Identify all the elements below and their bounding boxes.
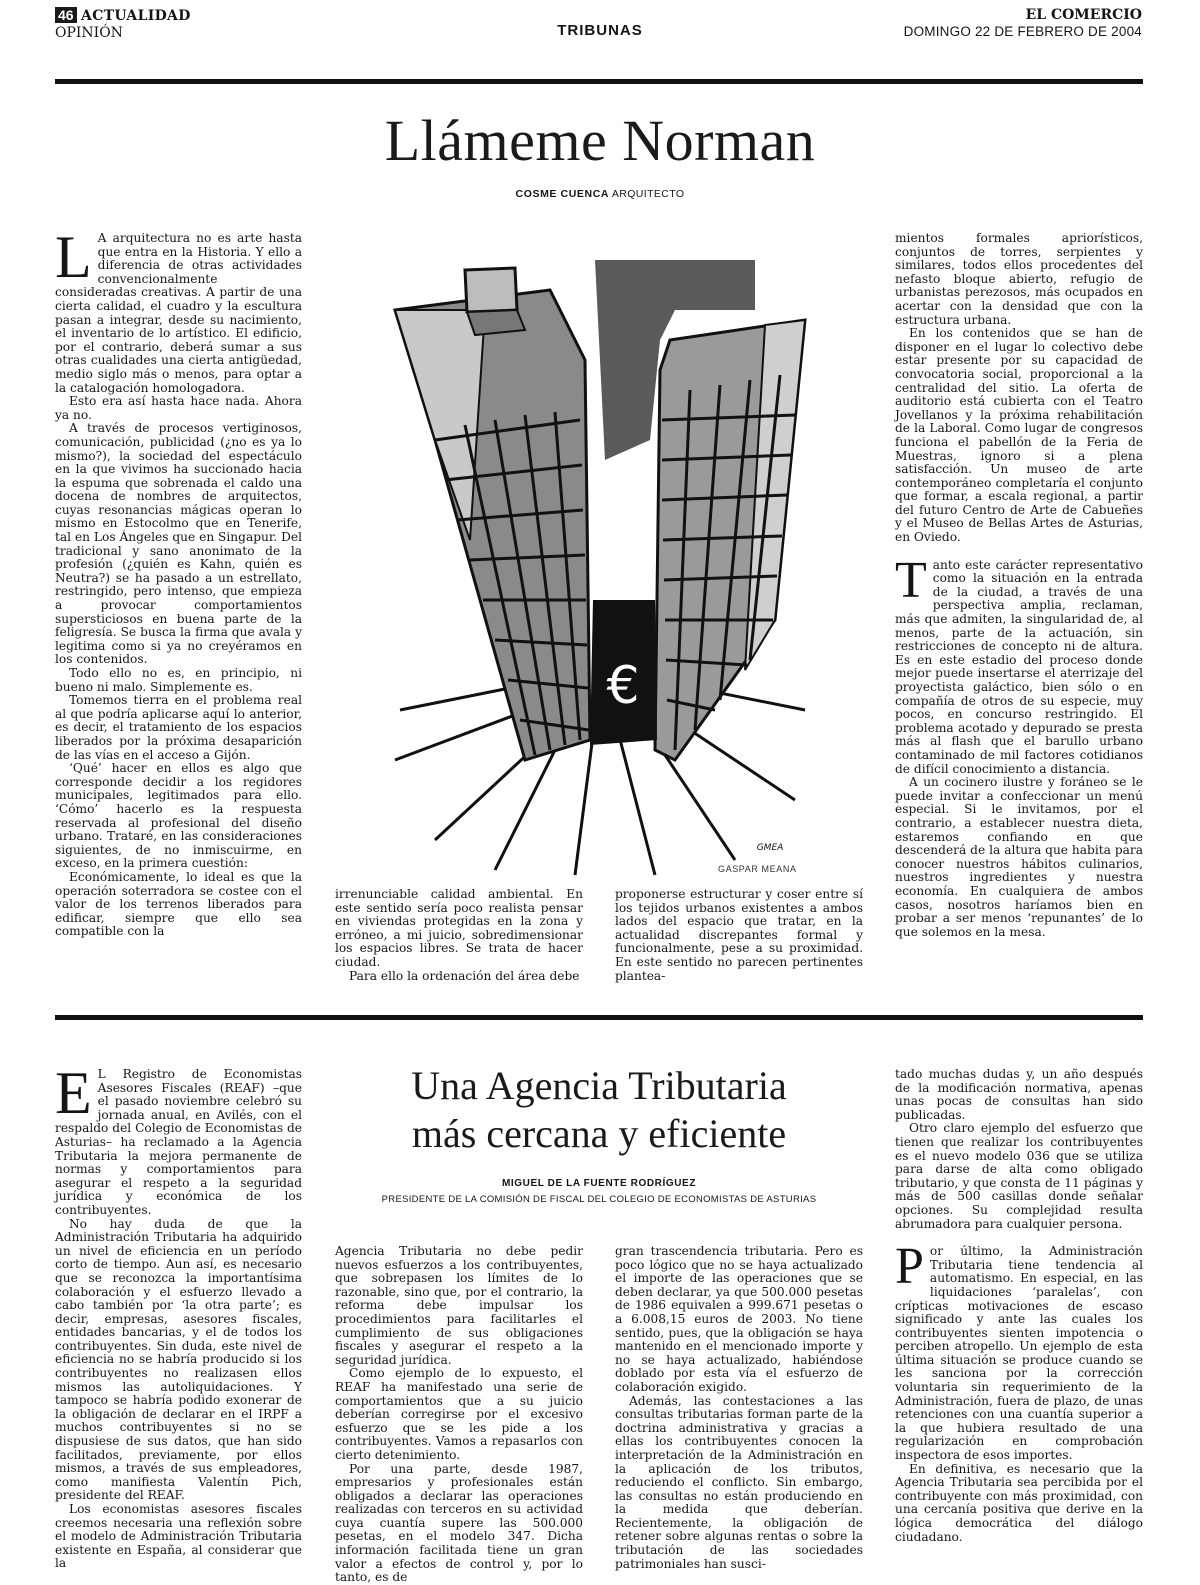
issue-date: DOMINGO 22 DE FEBRERO DE 2004 <box>903 24 1142 39</box>
article1-column-3 <box>615 888 863 988</box>
article2-column-1 <box>55 1060 302 1571</box>
paragraph: tado muchas dudas y, un año después de la modificación normativa, apenas unas pocas de consultas han sido publicadas. <box>895 1067 1143 1122</box>
page-number: 46 <box>55 7 77 23</box>
paragraph: proponerse estructurar y coser entre sí los tejidos urbanos existentes a ambos lados del espacio que tratar, en la actualidad discrepantes formal y funcionalmente, pese a su proximidad. En este sentido no parecen pertinentes plantea- <box>615 887 863 983</box>
paragraph: En definitiva, es necesario que la Agencia Tributaria sea percibida por el contribuyente con más proximidad, con una cercanía positiva que derive en la lógica democrática del diálogo ciudadano. <box>895 1461 1143 1544</box>
article2-drop-cap: E <box>55 1060 92 1126</box>
article1-author: COSME CUENCA <box>515 188 610 200</box>
paragraph: Además, las contestaciones a las consultas tributarias forman parte de la doctrina administrativa y gracias a ellas los contribuyentes conocen la interpretación de la Administración en la aplicación de los tributos, reduciendo el conflicto. Sin embargo, las consultas no están produciendo en la medida que deberían. Recientemente, la obligación de retener sobre algunas rentas o sobre la tributación de las sociedades patrimoniales han susci- <box>615 1393 863 1571</box>
article2-column-2 <box>335 1244 583 1585</box>
article2-column-3 <box>615 1244 863 1571</box>
article2-drop-cap-2: P <box>895 1238 924 1296</box>
paragraph: No hay duda de que la Administración Tributaria ha adquirido un nivel de eficiencia en un período corto de tiempo. Aun así, es necesario que se reconozca la importantísima colaboración y el esfuerzo llevado a cabo también por ‘la otra parte’; es decir, empresas, asesores fiscales, entidades bancarias, y el de todos los contribuyentes. Sin duda, este nivel de eficiencia no se habría producido si los contribuyentes no realizasen ellos mismos las autoliquidaciones. Y tampoco se habría podido exonerar de la obligación de declarar en el IRPF a muchos contribuyentes si no se dispusiese de sus datos, que han sido facilitados, previamente, por ellos mismos, a través de sus empleadores, como manifiesta Valentín Pich, presidente del REAF. <box>55 1216 302 1503</box>
article1-byline <box>0 188 1200 200</box>
article1-column-2 <box>335 888 583 988</box>
paragraph: A través de procesos vertiginosos, comunicación, publicidad (¿no es ya lo mismo?), la sociedad del espectáculo en la que vivimos ha succionado hacia la espuma que sobrenada el caldo una docena de nombres de arquitectos, cuyas resonancias mágicas operan lo mismo en Estocolmo que en Tenerife, tal en Los Ángeles que en Singapur. Del tradicional y sano anonimato de la profesión (¿quién es Kahn, quién es Neutra?) se ha pasado a un estrellato, restringido, pero intenso, que empieza a provocar comportamientos supersticiosos en buena parte de la feligresía. Se busca la firma que avala y legitima como si ya no creyéramos en los contenidos. <box>55 421 302 667</box>
header-rule <box>55 79 1143 84</box>
article1-illustration <box>375 240 815 880</box>
paragraph: Como ejemplo de lo expuesto, el REAF ha manifestado una serie de comportamientos que a su juicio deberían corregirse por el excesivo esfuerzo que se les pide a los contribuyentes. Vamos a repasarlos con cierto detenimiento. <box>335 1366 583 1462</box>
article2-title-line1: Una Agencia Tributaria <box>411 1063 787 1108</box>
newspaper-name: EL COMERCIO <box>1025 7 1142 23</box>
paragraph: Esto era así hasta hace nada. Ahora ya no. <box>55 394 302 422</box>
paragraph: Otro claro ejemplo del esfuerzo que tienen que realizar los contribuyentes es el nuevo modelo 036 que se utiliza para darse de alta como obligado tributario, y que consta de 11 páginas y más de 500 casillas donde señalar opciones. Su complejidad resulta abrumadora para cualquier persona. <box>895 1121 1143 1231</box>
section-name: ACTUALIDAD <box>81 8 191 24</box>
article1-column-1 <box>55 224 302 988</box>
paragraph: En los contenidos que se han de disponer en el lugar lo colectivo debe estar presente por su capacidad de convocatoria social, proporcional a la centralidad del sitio. La oferta de auditorio está cubierta con el Teatro Jovellanos y la próxima rehabilitación de la Laboral. Como lugar de congresos funciona el pabellón de la Feria de Muestras, ignoro si a plena satisfacción. Un museo de arte contemporáneo completaría el conjunto que formar, a escala regional, a partir del futuro Centro de Arte de Cabueñes y el Museo de Bellas Artes de Asturias, en Oviedo. <box>895 326 1143 545</box>
section-rule <box>55 1015 1143 1020</box>
paragraph: L Registro de Economistas Asesores Fiscales (REAF) –que el pasado noviembre celebró su jornada anual, en Avilés, con el respaldo del Colegio de Economistas de Asturias– ha reclamado a la Agencia Tributaria la mejora permanente de normas y comportamientos para asegurar el respeto a la seguridad jurídica y económica de los contribuyentes. <box>55 1067 302 1217</box>
article1-column-4 <box>895 232 1143 988</box>
subsection-name: OPINIÓN <box>55 25 123 41</box>
paragraph: gran trascendencia tributaria. Pero es poco lógico que no se haya actualizado el importe de las operaciones que se deben declarar, ya que 500.000 pesetas de 1986 equivalen a 999.671 pesetas o a 6.008,15 euros de 2003. No tiene sentido, pues, que la obligación se haya mantenido en el mencionado importe y no se haya actualizado, habiéndose doblado por esta vía el esfuerzo de colaboración exigido. <box>615 1244 863 1394</box>
paragraph: Los economistas asesores fiscales creemos necesaria una reflexión sobre el modelo de Administración Tributaria existente en España, al considerar que la <box>55 1502 302 1571</box>
article2-title <box>335 1062 863 1158</box>
paragraph: Agencia Tributaria no debe pedir nuevos esfuerzos a los contribuyentes, que sobrepasen los límites de lo razonable, sino que, por el contrario, la reforma debe impulsar los procedimientos para facilitarles el cumplimiento de sus obligaciones fiscales y asegurar el respeto a la seguridad jurídica. <box>335 1244 583 1367</box>
paragraph: Tomemos tierra en el problema real al que podría aplicarse aquí lo anterior, es decir, el tratamiento de los espacios liberados por la próxima desaparición de las vías en el acceso a Gijón. <box>55 693 302 762</box>
article1-title: Llámeme Norman <box>384 108 816 173</box>
article1-drop-cap: L <box>55 224 92 290</box>
paragraph: or último, la Administración Tributaria tiene tendencia al automatismo. En especial, en las liquidaciones ‘paralelas’, con crípticas motivaciones de escaso significado y ante las cuales los contribuyentes sienten impotencia o perciben atropello. Un ejemplo de esta última situación se produce cuando se les sanciona por la corrección voluntaria sin requerimiento de la Administración, fuera de plazo, de unas retenciones con una cuantía superior a la que hubiera resultado de una regularización en comprobación inspectora de esos importes. <box>895 1244 1143 1463</box>
article2-column-4 <box>895 1068 1143 1568</box>
paragraph: mientos formales apriorísticos, conjuntos de torres, serpientes y similares, todos ellos procedentes del nefasto bloque abierto, refugio de urbanistas perezosos, más ocupados en acertar con la densidad que con la estructura urbana. <box>895 231 1143 327</box>
page-section-header <box>55 7 191 25</box>
paragraph: Para ello la ordenación del área debe <box>349 968 580 983</box>
paragraph: irrenunciable calidad ambiental. En este sentido sería poco realista pensar en viviendas protegidas en la zona y erróneo, a mi juicio, sobredimensionar los espacios libres. Se trata de hacer ciudad. <box>335 887 583 969</box>
artist-signature: GMEA <box>756 843 784 853</box>
paragraph: A arquitectura no es arte hasta que entra en la Historia. Y ello a diferencia de otras actividades convencionalmente consideradas creativas. A partir de una cierta calidad, el cuadro y la escultura pasan a integrar, desde su nacimiento, el inventario de lo artístico. El edificio, por el contrario, deberá sumar a sus otras cualidades una cierta antigüedad, medio siglo más o menos, para optar a la catalogación homologadora. <box>55 231 302 395</box>
paragraph: A un cocinero ilustre y foráneo se le puede invitar a confeccionar un menú especial. Si le invitamos, por el contrario, a establecer nuestra dieta, estaremos confiando en que descenderá de la altura que habita para conocer nuestros hábitos culinarios, nuestros ingredientes y nuestra economía. En cualquiera de ambos casos, nosotros haríamos bien en probar a ser menos ‘repunantes’ de lo que solemos en la mesa. <box>895 775 1143 939</box>
paragraph: ‘Qué’ hacer en ellos es algo que corresponde decidir a los regidores municipales, legitimados para ello. ‘Cómo’ hacerlo es la respuesta reservada al profesional del diseño urbano. Trataré, en las consideraciones siguientes, de no inmiscuirme, en exceso, en la primera cuestión: <box>55 761 302 871</box>
paragraph: Todo ello no es, en principio, ni bueno ni malo. Simplemente es. <box>55 666 302 694</box>
illustration-credit: GASPAR MEANA <box>718 864 797 874</box>
paragraph: anto este carácter representativo como la situación en la entrada de la ciudad, a través de una perspectiva amplia, reclaman, más que admiten, la singularidad de, al menos, parte de la actuación, sin restricciones de concepto ni de altura. Es en este estadio del proceso donde mejor puede insertarse el aterrizaje del proyectista galáctico, bien sólo o en compañía de otros de su especie, muy pocos, en concurso restringido. El problema acotado y depurado se presta más al flash que el barullo urbano contaminado de mil factores cotidianos de difícil conocimiento a distancia. <box>895 557 1143 776</box>
paragraph: Por una parte, desde 1987, empresarios y profesionales están obligados a declarar las operaciones realizadas con terceros en su actividad cuya cuantía supere las 500.000 pesetas, en el modelo 347. Dicha información facilitada tiene un gran valor a efectos de control y, por lo tanto, es de <box>335 1461 583 1585</box>
skyscrapers-euro-illustration <box>375 240 815 880</box>
article2-author: MIGUEL DE LA FUENTE RODRÍGUEZ <box>501 1178 697 1189</box>
article1-drop-cap-2: T <box>895 551 927 609</box>
article2-author-role: PRESIDENTE DE LA COMISIÓN DE FISCAL DEL COLEGIO DE ECONOMISTAS DE ASTURIAS <box>381 1194 817 1205</box>
left-tower <box>395 268 590 760</box>
paragraph: Económicamente, lo ideal es que la operación soterradora se costee con el valor de los terrenos liberados para edificar, siempre que ello sea compatible con la <box>55 869 302 939</box>
euro-symbol: € <box>606 656 640 716</box>
page-category: TRIBUNAS <box>557 22 643 39</box>
article1-author-role: ARQUITECTO <box>611 188 685 200</box>
article2-title-line2: más cercana y eficiente <box>411 1111 787 1156</box>
